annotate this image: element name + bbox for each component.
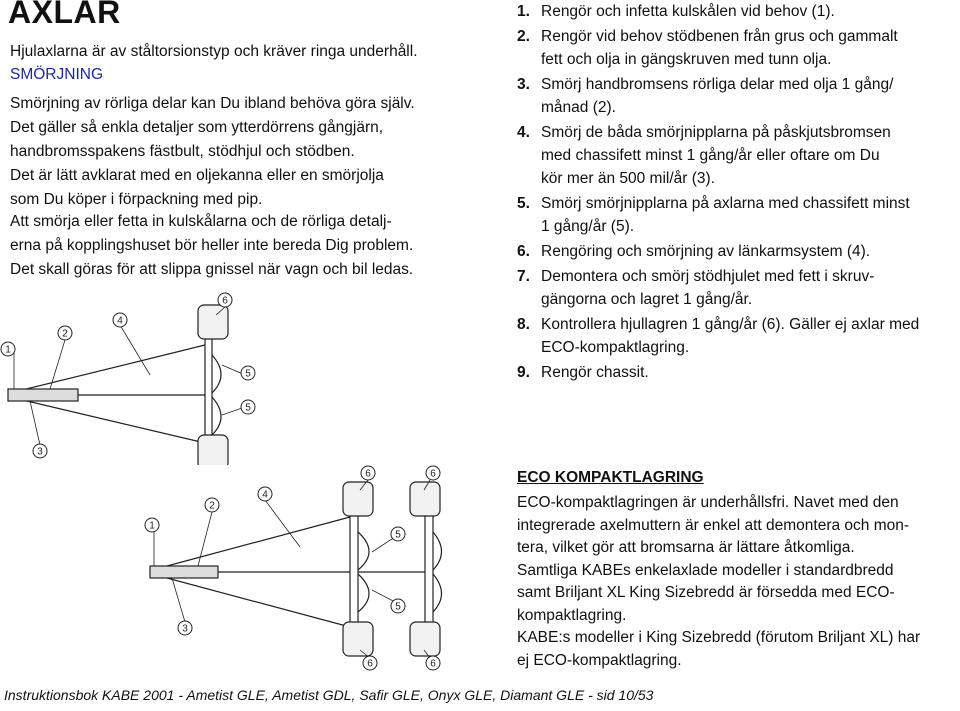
step-line: Rengör och infetta kulskålen vid behov (1). <box>541 3 835 20</box>
diagram-label: 2 <box>209 500 215 512</box>
diagram-label: 5 <box>245 368 251 380</box>
step-item <box>517 265 957 311</box>
step-line: Smörj de båda smörjnipplarna på påskjutsbromsen <box>541 124 891 141</box>
diagram-label: 6 <box>430 468 436 480</box>
diagram-label: 6 <box>222 295 228 307</box>
step-number: 7. <box>517 268 530 285</box>
diagram-label: 5 <box>245 402 251 414</box>
step-item <box>517 0 957 23</box>
text-line: ECO-kompaktlagringen är underhållsfri. Navet med den <box>517 494 899 511</box>
text-line: Smörjning av rörliga delar kan Du ibland behöva göra själv. <box>10 95 415 112</box>
maintenance-steps <box>517 0 957 386</box>
tandem-axle-chassis-diagram <box>140 462 460 672</box>
step-line: kör mer än 500 mil/år (3). <box>541 170 715 187</box>
step-line: månad (2). <box>541 99 616 116</box>
text-line: integrerade axelmuttern är enkel att demontera och mon- <box>517 516 910 534</box>
text-line: handbromsspakens fästbult, stödhjul och stödben. <box>10 143 355 160</box>
page-footer: Instruktionsbok KABE 2001 - Ametist GLE, Ametist GDL, Safir GLE, Onyx GLE, Diamant GLE - sid 10/53 <box>4 687 654 703</box>
step-number: 1. <box>517 3 530 20</box>
step-item <box>517 313 957 359</box>
step-line: fett och olja in gängskruven med tunn olja. <box>541 51 832 68</box>
lubrication-paragraph <box>10 92 470 212</box>
step-item <box>517 192 957 238</box>
step-line: Rengör chassit. <box>541 364 649 381</box>
text-line: som Du köper i förpackning med pip. <box>10 191 263 208</box>
step-number: 4. <box>517 124 530 141</box>
text-line: Det gäller så enkla detaljer som ytterdörrens gångjärn, <box>10 119 384 136</box>
diagram-label: 3 <box>37 446 43 458</box>
step-line: gängorna och lagret 1 gång/år. <box>541 291 753 308</box>
diagram-label: 5 <box>395 529 401 541</box>
diagram-label: 4 <box>262 489 268 501</box>
text-line: KABE:s modeller i King Sizebredd (förutom Briljant XL) har <box>517 629 921 646</box>
step-item <box>517 73 957 119</box>
step-item <box>517 361 957 384</box>
eco-paragraph <box>517 492 957 672</box>
text-line: samt Briljant XL King Sizebredd är försedda med ECO- <box>517 584 895 601</box>
diagram-label: 6 <box>365 468 371 480</box>
eco-heading: ECO KOMPAKTLAGRING <box>517 469 704 486</box>
step-number: 9. <box>517 364 530 381</box>
diagram-label: 6 <box>367 658 373 670</box>
step-number: 5. <box>517 195 530 212</box>
diagram-label: 5 <box>395 601 401 613</box>
intro-text: Hjulaxlarna är av ståltorsionstyp och kräver ringa underhåll. <box>10 43 418 60</box>
diagram-label: 1 <box>5 344 11 356</box>
diagram-label: 3 <box>182 623 188 635</box>
step-line: 1 gång/år (5). <box>541 218 635 235</box>
step-item <box>517 121 957 190</box>
step-number: 8. <box>517 316 530 333</box>
step-line: Demontera och smörj stödhjulet med fett i skruv- <box>541 268 875 285</box>
step-line: Smörj smörjnipplarna på axlarna med chassifett minst <box>541 195 910 212</box>
lubrication-heading: SMÖRJNING <box>10 66 103 83</box>
step-item <box>517 25 957 71</box>
diagram-label: 4 <box>117 315 123 327</box>
diagram-label: 6 <box>430 658 436 670</box>
step-number: 3. <box>517 76 530 93</box>
step-item <box>517 240 957 263</box>
diagram-label: 1 <box>149 520 155 532</box>
step-line: Kontrollera hjullagren 1 gång/år (6). Gäller ej axlar med <box>541 316 920 333</box>
page-title: AXLAR <box>8 0 121 30</box>
text-line: Samtliga KABEs enkelaxlade modeller i standardbredd <box>517 561 894 579</box>
text-line: Att smörja eller fetta in kulskålarna och de rörliga detalj- <box>10 213 392 230</box>
coupling-paragraph <box>10 210 470 282</box>
single-axle-chassis-diagram <box>0 285 300 465</box>
diagram-label: 2 <box>62 328 68 340</box>
text-line: Det är lätt avklarat med en oljekanna eller en smörjolja <box>10 167 384 184</box>
text-line: ej ECO-kompaktlagring. <box>517 651 682 669</box>
step-number: 2. <box>517 28 530 45</box>
text-line: erna på kopplingshuset bör heller inte bereda Dig problem. <box>10 237 414 254</box>
step-line: Rengöring och smörjning av länkarmsystem (4). <box>541 243 871 260</box>
text-line: kompaktlagring. <box>517 606 627 624</box>
step-line: ECO-kompaktlagring. <box>541 339 690 356</box>
text-line: Det skall göras för att slippa gnissel när vagn och bil ledas. <box>10 261 414 278</box>
step-number: 6. <box>517 243 530 260</box>
step-line: med chassifett minst 1 gång/år eller oftare om Du <box>541 147 880 164</box>
step-line: Rengör vid behov stödbenen från grus och gammalt <box>541 28 898 45</box>
step-line: Smörj handbromsens rörliga delar med olja 1 gång/ <box>541 76 894 93</box>
text-line: tera, vilket gör att bromsarna är lättare åtkomliga. <box>517 539 855 556</box>
